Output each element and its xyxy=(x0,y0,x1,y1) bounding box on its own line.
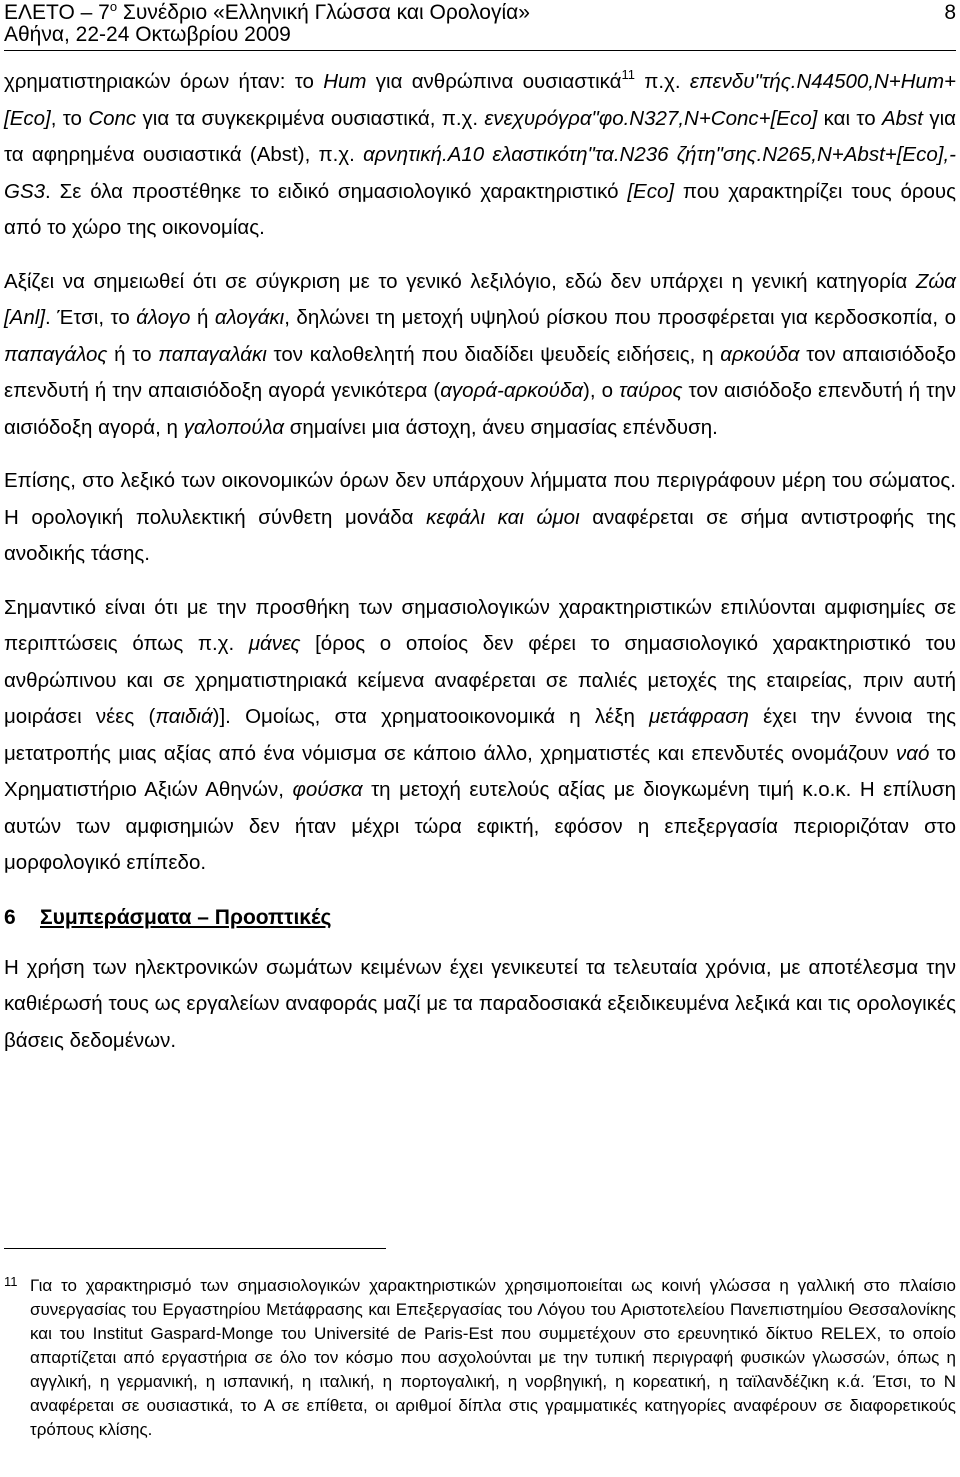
footnote-reference[interactable]: 11 xyxy=(621,67,635,82)
running-header xyxy=(4,2,956,48)
section-number: 6 xyxy=(4,905,16,929)
italic-term: Ζώα [Anl] xyxy=(4,269,956,329)
italic-term: αλογάκι xyxy=(214,306,285,329)
paragraph-conclusions: Η χρήση των ηλεκτρονικών σωμάτων κειμένων έχει γενικευτεί τα τελευταία χρόνια, με αποτέλεσμα την καθιέρωσή τους ως εργαλείων αναφοράς μαζί με τα παραδοσιακά εξειδικευμένα λεξικά και τις ορολογικές βάσεις δεδομένων. xyxy=(4,955,956,1052)
footnote xyxy=(4,1274,956,1442)
italic-term: αρκούδα xyxy=(720,342,800,366)
header-venue-date: Αθήνα, 22-24 Οκτωβρίου 2009 xyxy=(4,23,291,46)
italic-term: μάνες xyxy=(248,632,301,655)
italic-term: κεφάλι και ώμοι xyxy=(426,505,580,529)
italic-term: ενεχυρόγρα"φο.N327,N+Conc+[Eco] xyxy=(484,106,818,130)
footnote-separator xyxy=(4,1248,386,1249)
header-title-part: ΕΛΕΤΟ – 7 xyxy=(4,1,110,24)
paragraph-tags: χρηματιστηριακών όρων ήταν: το Hum για ανθρώπινα ουσιαστικά$^{11}$ π.χ. επενδυ"τής.N44500,N+Hum+[Eco], το Conc για τα συγκεκριμένα ουσιαστικά, π.χ. ενεχυρόγρα"φο.N327,N+Conc+[Eco] και το Abst για τα αφηρημένα ουσιαστικά (Abst), π.χ. αρνητική.A10 ελαστικότη"τα.N236 ζήτη"σης.N265,N+Abst+[Eco],-GS3. Σε όλα προστέθηκε το ειδικό σημασιολογικό χαρακτηριστικό [Eco] που χαρακτηρίζει τους όρους από το χώρο της οικονομίας. xyxy=(4,67,957,239)
italic-term: Conc xyxy=(88,106,137,130)
page-number: 8 xyxy=(944,1,956,24)
header-rule xyxy=(4,50,956,51)
paragraph-animals: Αξίζει να σημειωθεί ότι σε σύγκριση με το γενικό λεξιλόγιο, εδώ δεν υπάρχει η γενική κατηγορία Ζώα [Anl]. Έτσι, το άλογο ή αλογάκι, δηλώνει τη μετοχή υψηλού ρίσκου που προσφέρεται για κερδοσκοπία, ο παπαγάλος ή το παπαγαλάκι τον καλοθελητή που διαδίδει ψευδείς ειδήσεις, η αρκούδα τον απαισιόδοξο επενδυτή ή την απαισιόδοξη αγορά γενικότερα (αγορά-αρκούδα), ο ταύρος τον αισιόδοξο επενδυτή ή την αισιόδοξη αγορά, η γαλοπούλα σημαίνει μια άστοχη, άνευ σημασίας επένδυση. xyxy=(4,269,957,439)
italic-term: επενδυ"τής.N44500,N+Hum+[Eco] xyxy=(4,70,957,130)
italic-term: μετάφραση xyxy=(649,705,749,728)
italic-term: ταύρος xyxy=(619,379,683,402)
footnote-text: Για το χαρακτηρισμό των σημασιολογικών χαρακτηριστικών χρησιμοποιείται ως κοινή γλώσσα η γαλλική στο πλαίσιο συνεργασίας του Εργαστηρίου Μετάφρασης και Επεξεργασίας του Λόγου του Αριστοτελείου Πανεπιστημίου Θεσσαλονίκης και του Institut Gaspard-Monge του Université de Paris-Est που συμμετέχουν στο ερευνητικό δίκτυο RELEX, το οποίο απαρτίζεται από εργαστήρια σε όλο τον κόσμο που ασχολούνται με την τυπική περιγραφή φυσικών γλωσσών, όπως η αγγλική, η γερμανική, η ισπανική, η ιταλική, η πορτογαλική, η νορβηγική, η κορεατική, η ταϊλανδέζικη κ.ά. Έτσι, το N αναφέρεται σε ουσιαστικά, το A σε επίθετα, οι αριθμοί δίπλα στις γραμματικές κατηγορίες αναφέρουν σε διαφορετικούς τρόπους κλίσης. xyxy=(30,1276,956,1439)
italic-term: φούσκα xyxy=(292,778,363,801)
header-title-part: Συνέδριο «Ελληνική Γλώσσα και Ορολογία» xyxy=(117,1,530,24)
paragraph-ambiguity: Σημαντικό είναι ότι με την προσθήκη των σημασιολογικών χαρακτηριστικών επιλύονται αμφισημίες σε περιπτώσεις όπως π.χ. μάνες [όρος ο οποίος δεν φέρει το σημασιολογικό χαρακτηριστικό του ανθρώπινου και σε χρηματιστηριακά κείμενα αναφέρεται σε παλιές μετοχές της εταιρείας, πριν αυτή μοιράσει νέες (παιδιά)]. Ομοίως, στα χρηματοοικονομικά η λέξη μετάφραση έχει την έννοια της μετατροπής μιας αξίας από ένα νόμισμα σε κάποιο άλλο, χρηματιστές και επενδυτές ονομάζουν ναό το Χρηματιστήριο Αξιών Αθηνών, φούσκα τη μετοχή ευτελούς αξίας με διογκωμένη τιμή κ.ο.κ. Η επίλυση αυτών των αμφισημιών δεν ήταν μέχρι τώρα εφικτή, εφόσον η επεξεργασία περιοριζόταν στο μορφολογικό επίπεδο. xyxy=(4,595,956,874)
italic-term: παιδιά xyxy=(155,705,213,728)
italic-term: παπαγαλάκι xyxy=(158,342,267,366)
italic-term: [Eco] xyxy=(627,179,675,203)
paragraph-body-parts: Επίσης, στο λεξικό των οικονομικών όρων δεν υπάρχουν λήμματα που περιγράφουν μέρη του σώματος. Η ορολογική πολυλεκτική σύνθετη μονάδα κεφάλι και ώμοι αναφέρεται σε σήμα αντιστροφής της ανοδικής τάσης. xyxy=(4,469,956,565)
italic-term: Abst xyxy=(881,106,924,130)
italic-term: άλογο xyxy=(136,306,191,329)
header-conference-title xyxy=(4,2,530,24)
footnote-number: 11 xyxy=(4,1274,18,1289)
italic-term: αρνητική.A10 ελαστικότη"τα.N236 ζήτη"σης.N265,N+Abst+[Eco],-GS3 xyxy=(4,143,956,203)
header-ordinal-superscript: ο xyxy=(109,0,118,14)
italic-term: γαλοπούλα xyxy=(183,415,285,439)
page-body xyxy=(4,64,956,1059)
italic-term: αγορά-αρκούδα xyxy=(440,379,584,402)
section-heading xyxy=(4,900,956,936)
italic-term: παπαγάλος xyxy=(4,342,108,366)
section-title: Συμπεράσματα – Προοπτικές xyxy=(40,905,332,929)
italic-term: Hum xyxy=(323,70,367,93)
italic-term: ναό xyxy=(896,741,930,765)
